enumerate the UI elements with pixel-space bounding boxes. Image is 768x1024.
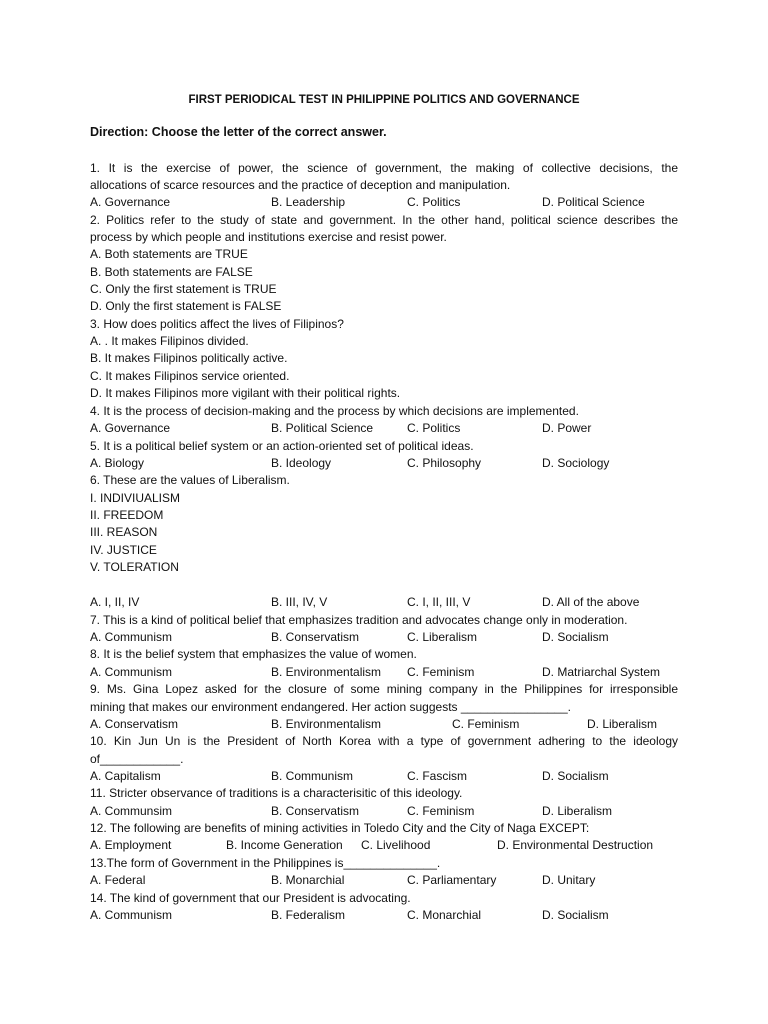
q1-option-b: B. Leadership xyxy=(271,195,346,209)
q7-option-a: A. Communism xyxy=(90,630,173,644)
question-1-line-1: 1. It is the exercise of power, the science of government, the making of collective decisions, the xyxy=(90,161,678,175)
question-4: 4. It is the process of decision-making and the process by which decisions are implemented. xyxy=(90,404,579,418)
q13-option-d: D. Unitary xyxy=(542,873,596,887)
q11-option-c: C. Feminism xyxy=(407,804,475,818)
q6-option-d: D. All of the above xyxy=(542,595,640,609)
question-3: 3. How does politics affect the lives of Filipinos? xyxy=(90,317,344,331)
question-7: 7. This is a kind of political belief that emphasizes tradition and advocates change only in moderation. xyxy=(90,613,628,627)
q6-option-b: B. III, IV, V xyxy=(271,595,328,609)
q8-option-c: C. Feminism xyxy=(407,665,475,679)
q12-option-d: D. Environmental Destruction xyxy=(497,838,654,852)
q14-option-c: C. Monarchial xyxy=(407,908,482,922)
q6-option-c: C. I, II, III, V xyxy=(407,595,471,609)
q10-option-b: B. Communism xyxy=(271,769,354,783)
q11-option-a: A. Communsim xyxy=(90,804,173,818)
q1-option-c: C. Politics xyxy=(407,195,461,209)
question-9-line-2: mining that makes our environment endangered. Her action suggests ________________. xyxy=(90,700,571,714)
question-11: 11. Stricter observance of traditions is a characterisitic of this ideology. xyxy=(90,786,463,800)
q9-option-a: A. Conservatism xyxy=(90,717,179,731)
q13-option-b: B. Monarchial xyxy=(271,873,345,887)
page-title: FIRST PERIODICAL TEST IN PHILIPPINE POLITICS AND GOVERNANCE xyxy=(188,94,580,106)
question-5: 5. It is a political belief system or an action-oriented set of political ideas. xyxy=(90,439,474,453)
q12-option-b: B. Income Generation xyxy=(226,838,343,852)
q8-option-b: B. Environmentalism xyxy=(271,665,382,679)
q5-option-c: C. Philosophy xyxy=(407,456,482,470)
q2-option-b: B. Both statements are FALSE xyxy=(90,265,253,279)
question-10-line-1: 10. Kin Jun Un is the President of North Korea with a type of government adhering to the ideology xyxy=(90,734,678,748)
q14-option-a: A. Communism xyxy=(90,908,173,922)
question-6: 6. These are the values of Liberalism. xyxy=(90,473,290,487)
q2-option-c: C. Only the first statement is TRUE xyxy=(90,282,277,296)
q4-option-c: C. Politics xyxy=(407,421,461,435)
question-14: 14. The kind of government that our President is advocating. xyxy=(90,891,411,905)
q6-item-5: V. TOLERATION xyxy=(90,560,179,574)
q3-option-b: B. It makes Filipinos politically active. xyxy=(90,351,288,365)
question-10-line-2: of____________. xyxy=(90,752,184,766)
q7-option-c: C. Liberalism xyxy=(407,630,478,644)
q12-option-a: A. Employment xyxy=(90,838,172,852)
q8-option-d: D. Matriarchal System xyxy=(542,665,661,679)
q7-option-d: D. Socialism xyxy=(542,630,609,644)
q2-option-d: D. Only the first statement is FALSE xyxy=(90,299,282,313)
q3-option-a: A. . It makes Filipinos divided. xyxy=(90,334,249,348)
q2-option-a: A. Both statements are TRUE xyxy=(90,247,248,261)
question-1-line-2: allocations of scarce resources and the practice of deception and manipulation. xyxy=(90,178,511,192)
q6-option-a: A. I, II, IV xyxy=(90,595,140,609)
q9-option-d: D. Liberalism xyxy=(587,717,658,731)
q4-option-b: B. Political Science xyxy=(271,421,374,435)
q13-option-c: C. Parliamentary xyxy=(407,873,497,887)
q9-option-b: B. Environmentalism xyxy=(271,717,382,731)
q6-item-1: I. INDIVIUALISM xyxy=(90,491,181,505)
q1-option-a: A. Governance xyxy=(90,195,171,209)
q3-option-d: D. It makes Filipinos more vigilant with their political rights. xyxy=(90,386,401,400)
q10-option-a: A. Capitalism xyxy=(90,769,161,783)
q6-item-2: II. FREEDOM xyxy=(90,508,164,522)
direction-text: Direction: Choose the letter of the correct answer. xyxy=(90,125,387,139)
q14-option-d: D. Socialism xyxy=(542,908,609,922)
q11-option-d: D. Liberalism xyxy=(542,804,613,818)
q8-option-a: A. Communism xyxy=(90,665,173,679)
q5-option-b: B. Ideology xyxy=(271,456,332,470)
q5-option-d: D. Sociology xyxy=(542,456,610,470)
q12-option-c: C. Livelihood xyxy=(361,838,431,852)
question-9-line-1: 9. Ms. Gina Lopez asked for the closure of some mining company in the Philippines for irresponsible xyxy=(90,682,678,696)
q4-option-d: D. Power xyxy=(542,421,592,435)
q3-option-c: C. It makes Filipinos service oriented. xyxy=(90,369,290,383)
q5-option-a: A. Biology xyxy=(90,456,145,470)
q13-option-a: A. Federal xyxy=(90,873,146,887)
q11-option-b: B. Conservatism xyxy=(271,804,360,818)
q14-option-b: B. Federalism xyxy=(271,908,346,922)
q9-option-c: C. Feminism xyxy=(452,717,520,731)
q4-option-a: A. Governance xyxy=(90,421,171,435)
q7-option-b: B. Conservatism xyxy=(271,630,360,644)
question-13: 13.The form of Government in the Philippines is______________. xyxy=(90,856,441,870)
question-8: 8. It is the belief system that emphasizes the value of women. xyxy=(90,647,417,661)
q6-item-3: III. REASON xyxy=(90,525,158,539)
q10-option-d: D. Socialism xyxy=(542,769,609,783)
q10-option-c: C. Fascism xyxy=(407,769,467,783)
question-2-line-1: 2. Politics refer to the study of state and government. In the other hand, political science describes the xyxy=(90,213,678,227)
question-12: 12. The following are benefits of mining activities in Toledo City and the City of Naga EXCEPT: xyxy=(90,821,590,835)
question-2-line-2: process by which people and institutions exercise and resist power. xyxy=(90,230,447,244)
q6-item-4: IV. JUSTICE xyxy=(90,543,157,557)
q1-option-d: D. Political Science xyxy=(542,195,645,209)
